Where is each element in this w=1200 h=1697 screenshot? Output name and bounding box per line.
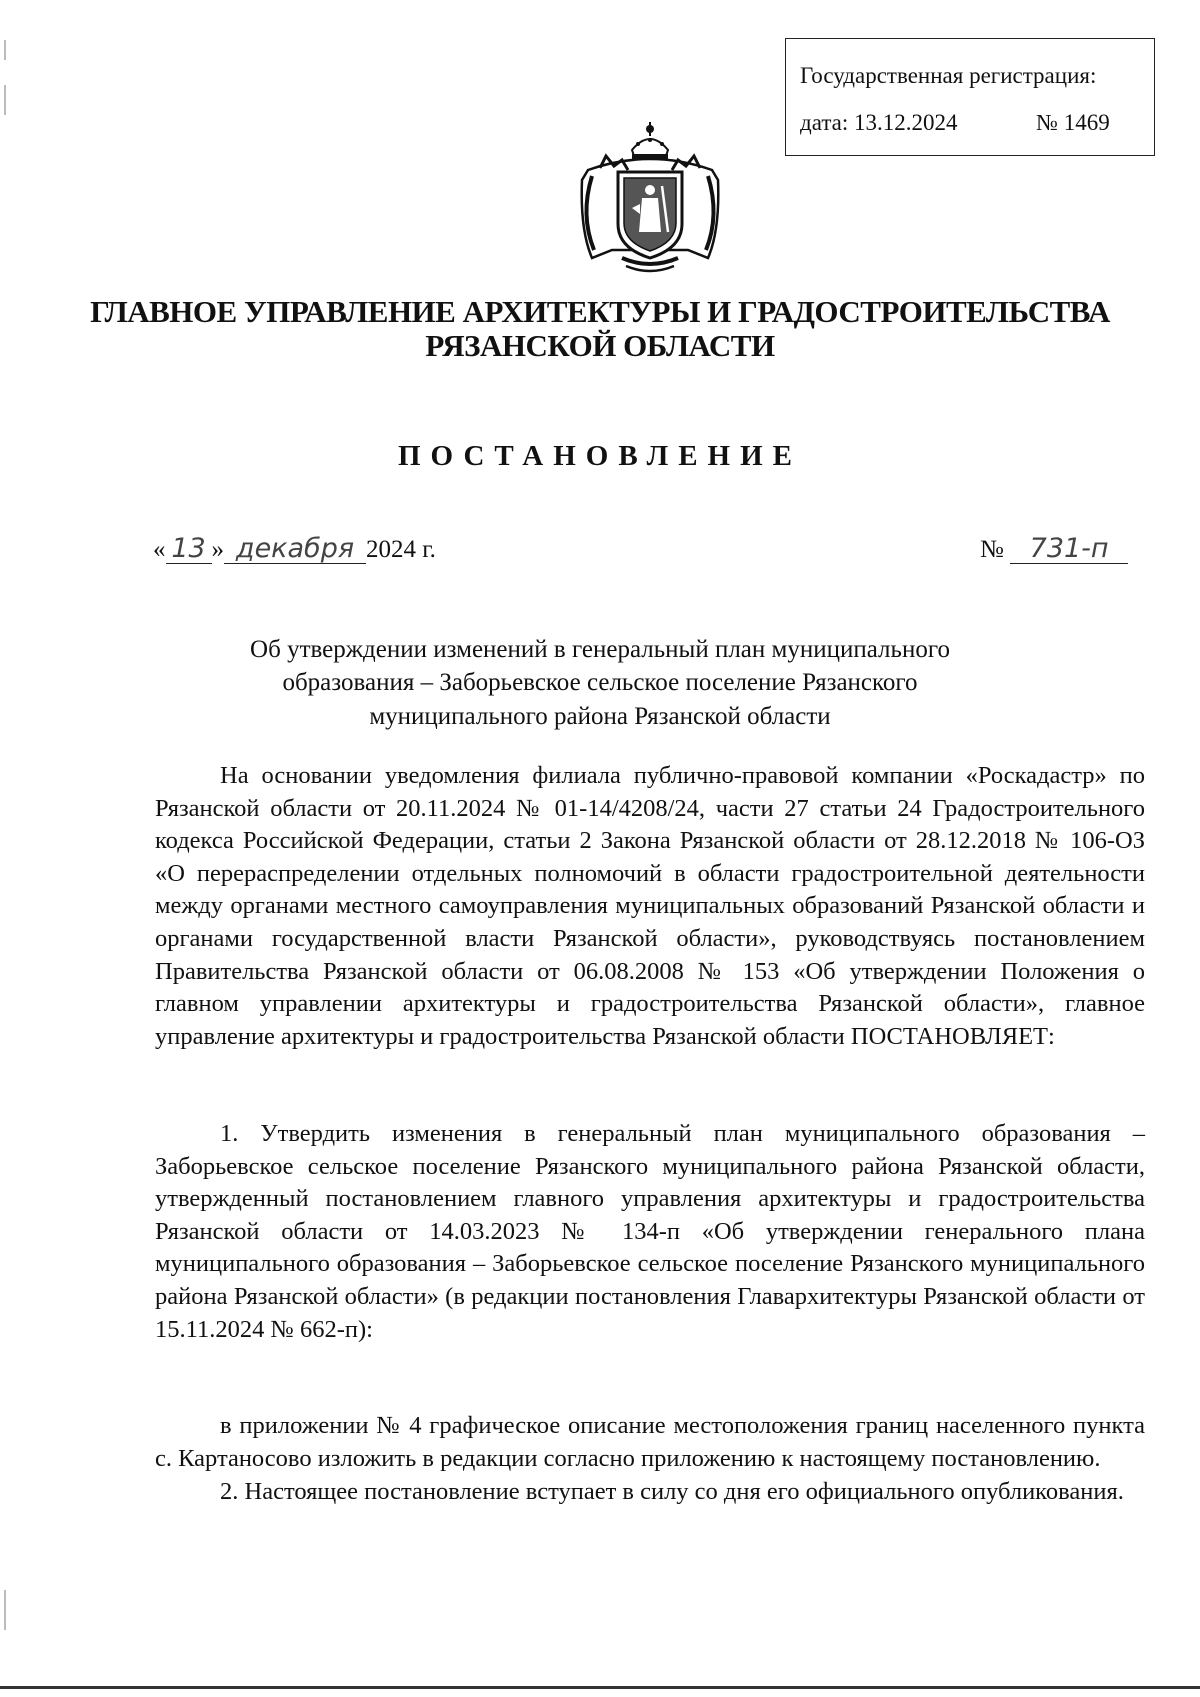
date-month-handwritten: декабря (224, 535, 366, 564)
subject-line1: Об утверждении изменений в генеральный план муниципального (250, 636, 950, 663)
registration-title: Государственная регистрация: (800, 63, 1097, 88)
date-close-quote: » (211, 536, 224, 563)
body-intro-paragraph: На основании уведомления филиала публично-правовой компании «Роскадастр» по Рязанской области от 20.11.2024 № 01-14/4208/24, части 27 статьи 24 Градостроительного кодекса Российской Федерации, статьи 2 Закона Рязанской области от 28.12.2018 № 106-ОЗ «О перераспределении отдельных полномочий в области градостроительной деятельности между органами местного самоуправления муниципальных образований Рязанской области и органами государственной власти Рязанской области», руководствуясь постановлением Правительства Рязанской области от 06.08.2008 № 153 «Об утверждении Положения о главном управлении архитектуры и градостроительства Рязанской области», главное управление архитектуры и градостроительства Рязанской области ПОСТАНОВЛЯЕТ: (155, 762, 1145, 1050)
date-open-quote: « (153, 536, 166, 563)
coat-of-arms-icon (570, 120, 730, 278)
subject-line3: муниципального района Рязанской области (369, 703, 831, 730)
scan-mark (4, 1590, 6, 1630)
document-number (980, 535, 1128, 564)
page-bottom-rule (0, 1686, 1200, 1689)
registration-stamp (785, 38, 1155, 156)
date-day-handwritten: 13 (166, 535, 212, 564)
scan-mark (4, 40, 6, 60)
registration-date: дата: 13.12.2024 (800, 110, 958, 135)
number-value-handwritten: 731-п (1010, 535, 1128, 564)
body-item-1: 1. Утвердить изменения в генеральный план муниципального образования – Заборьевское сельское поселение Рязанского муниципального района Рязанской области, утвержденный постановлением главного управления архитектуры и градостроительства Рязанской области от 14.03.2023 № 134-п «Об утверждении генерального плана муниципального образования – Заборьевское сельское поселение Рязанского муниципального района Рязанской области» (в редакции постановления Главархитектуры Рязанской области от 15.11.2024 № 662-п): (155, 1120, 1145, 1343)
document-date (153, 535, 436, 564)
date-year: 2024 г. (366, 536, 436, 563)
organization-name-line1: ГЛАВНОЕ УПРАВЛЕНИЕ АРХИТЕКТУРЫ И ГРАДОСТРОИТЕЛЬСТВА (90, 294, 1110, 329)
subject-line2: образования – Заборьевское сельское поселение Рязанского (282, 669, 918, 696)
document-type-title: ПОСТАНОВЛЕНИЕ (397, 440, 802, 472)
organization-name-line2: РЯЗАНСКОЙ ОБЛАСТИ (425, 328, 775, 363)
body-item-1-subparagraph: в приложении № 4 графическое описание местоположения границ населенного пункта с. Картаносово изложить в редакции согласно приложению к настоящему постановлению. (155, 1412, 1145, 1472)
number-prefix: № (980, 536, 1004, 563)
body-item-2: 2. Настоящее постановление вступает в силу со дня его официального опубликования. (220, 1478, 1124, 1505)
registration-number: № 1469 (1036, 110, 1110, 135)
scan-mark (4, 85, 6, 115)
